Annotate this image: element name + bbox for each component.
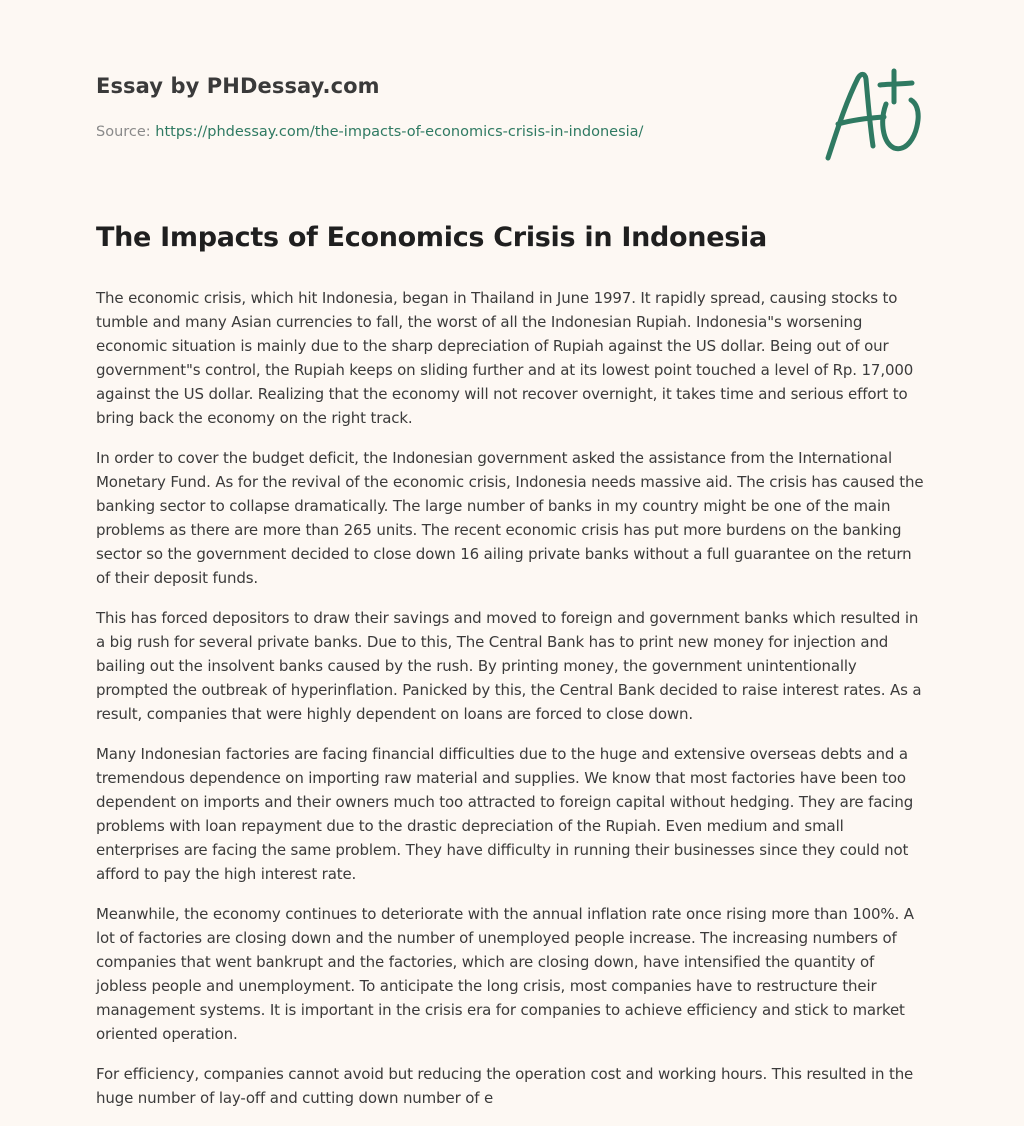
essay-paragraph: The economic crisis, which hit Indonesia, began in Thailand in June 1997. It rapidly spread, causing stocks to tumble and many Asian currencies to fall, the worst of all the Indonesian Rupiah. Indonesia"s worsening economic situation is mainly due to the sharp depreciation of Rupiah against the US dollar. Being out of our government"s control, the Rupiah keeps on sliding further and at its lowest point touched a level of Rp. 17,000 against the US dollar. Realizing that the economy will not recover overnight, it takes time and serious effort to bring back the economy on the right track. bbox=[96, 289, 914, 427]
essay-title: The Impacts of Economics Crisis in Indonesia bbox=[96, 222, 767, 253]
essay-paragraph: Many Indonesian factories are facing financial difficulties due to the huge and extensive overseas debts and a tremendous dependence on importing raw material and supplies. We know that most factories have been too dependent on imports and their owners much too attracted to foreign capital without hedging. They are facing problems with loan repayment due to the drastic depreciation of the Rupiah. Even medium and small enterprises are facing the same problem. They have difficulty in running their businesses since they could not afford to pay the high interest rate. bbox=[96, 745, 914, 883]
site-brand: Essay by PHDessay.com bbox=[96, 74, 380, 98]
essay-paragraph: This has forced depositors to draw their savings and moved to foreign and government banks which resulted in a big rush for several private banks. Due to this, The Central Bank has to print new money for injection and bailing out the insolvent banks caused by the rush. By printing money, the government unintentionally prompted the outbreak of hyperinflation. Panicked by this, the Central Bank decided to raise interest rates. As a result, companies that were highly dependent on loans are forced to close down. bbox=[96, 609, 922, 723]
essay-paragraph: Meanwhile, the economy continues to deteriorate with the annual inflation rate once rising more than 100%. A lot of factories are closing down and the number of unemployed people increase. The increasing numbers of companies that went bankrupt and the factories, which are closing down, have intensified the quantity of jobless people and unemployment. To anticipate the long crisis, most companies have to restructure their management systems. It is important in the crisis era for companies to achieve efficiency and stick to market oriented operation. bbox=[96, 905, 914, 1043]
essay-body bbox=[96, 286, 928, 1126]
essay-paragraph: For efficiency, companies cannot avoid but reducing the operation cost and working hours. This resulted in the huge number of lay-off and cutting down number of e bbox=[96, 1065, 914, 1107]
essay-header bbox=[96, 74, 816, 140]
source-link[interactable]: https://phdessay.com/the-impacts-of-economics-crisis-in-indonesia/ bbox=[155, 124, 644, 140]
essay-paragraph: In order to cover the budget deficit, the Indonesian government asked the assistance from the International Monetary Fund. As for the revival of the economic crisis, Indonesia needs massive aid. The crisis has caused the banking sector to collapse dramatically. The large number of banks in my country might be one of the main problems as there are more than 265 units. The recent economic crisis has put more burdens on the banking sector so the government decided to close down 16 ailing private banks without a full guarantee on the return of their deposit funds. bbox=[96, 449, 924, 587]
source-line bbox=[96, 124, 816, 140]
a-plus-logo-icon bbox=[818, 64, 930, 168]
source-label: Source: bbox=[96, 124, 156, 140]
